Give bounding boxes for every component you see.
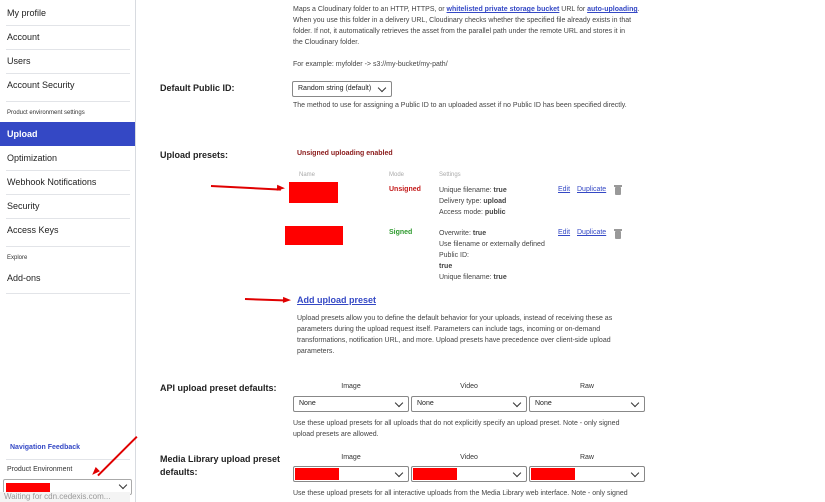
api-defaults-help: Use these upload presets for all uploads that do not explicitly specify an upload preset. Note - only signed upload presets are allowed. [293, 420, 620, 438]
preset-settings: Overwrite: true Use filename or externally defined Public ID: true Unique filename: true [439, 230, 545, 281]
col-header-raw: Raw [579, 454, 594, 461]
preset-mode-signed: Signed [389, 229, 413, 236]
whitelisted-bucket-link[interactable]: whitelisted private storage bucket [446, 6, 560, 13]
upload-presets-description: Upload presets allow you to define the default behavior for your uploads, instead of receiving these as parameters during the upload request itself. Parameters can include tags, incoming or on-demand transformations, notification URL, and more. Upload presets have precedence over client-side upload parameters. [297, 315, 613, 355]
divider [6, 293, 130, 294]
navigation-feedback-link[interactable]: Navigation Feedback [10, 444, 81, 451]
preset-name-redacted [285, 226, 343, 245]
col-header-video: Video [460, 383, 478, 390]
col-header-image: Image [341, 454, 361, 461]
chevron-down-icon [395, 399, 403, 407]
auto-upload-description: Maps a Cloudinary folder to an HTTP, HTTPS, or whitelisted private storage bucket URL for auto-uploading. When you use this folder in a delivery URL, Cloudinary checks whether the specified file already exists in that folder. If not, it automatically retrieves the asset from the parallel path under the remote URL and stores it in the Cloudinary folder. [293, 6, 640, 46]
redacted-block [295, 468, 339, 480]
divider [6, 246, 130, 247]
product-environment-label: Product Environment [7, 466, 73, 473]
divider [6, 101, 130, 102]
ml-image-preset-select[interactable] [293, 466, 409, 482]
sidebar-item-account[interactable]: Account [7, 32, 40, 42]
chevron-down-icon [513, 399, 521, 407]
chevron-down-icon [631, 469, 639, 477]
preset-edit-link[interactable]: Edit [558, 186, 571, 193]
sidebar-item-users[interactable]: Users [7, 56, 31, 66]
trash-icon[interactable] [615, 231, 621, 239]
api-raw-preset-select[interactable]: None [529, 396, 645, 412]
sidebar-item-optimization[interactable]: Optimization [7, 153, 58, 163]
preset-duplicate-link[interactable]: Duplicate [577, 229, 607, 236]
chevron-down-icon [513, 469, 521, 477]
chevron-down-icon [119, 481, 127, 489]
api-video-preset-select[interactable]: None [411, 396, 527, 412]
sidebar-item-upload[interactable]: Upload [0, 122, 135, 146]
col-header-video: Video [460, 454, 478, 461]
chevron-down-icon [378, 84, 386, 92]
chevron-down-icon [395, 469, 403, 477]
main-content [137, 0, 825, 502]
trash-icon[interactable] [615, 187, 621, 195]
preset-mode-unsigned: Unsigned [389, 186, 421, 193]
redacted-block [531, 468, 575, 480]
preset-settings: Unique filename: true Delivery type: upload Access mode: public [439, 187, 507, 216]
default-public-id-select[interactable]: Random string (default) [292, 81, 392, 97]
unsigned-uploading-status: Unsigned uploading enabled [297, 150, 393, 157]
col-header-image: Image [341, 383, 361, 390]
annotation-arrow-head [283, 297, 291, 303]
annotation-arrow-head [277, 185, 285, 191]
sidebar-item-access-keys[interactable]: Access Keys [7, 225, 59, 235]
api-upload-defaults-label: API upload preset defaults: [160, 383, 277, 393]
ml-defaults-help: Use these upload presets for all interactive uploads from the Media Library web interface. Note - only signed [293, 490, 628, 497]
preset-name-redacted [289, 182, 338, 203]
auto-uploading-link[interactable]: auto-uploading [587, 6, 638, 13]
sidebar [0, 0, 136, 502]
col-header-settings: Settings [439, 172, 461, 178]
add-upload-preset-link[interactable]: Add upload preset [297, 295, 377, 305]
redacted-block [413, 468, 457, 480]
sidebar-item-my-profile[interactable]: My profile [7, 8, 47, 18]
sidebar-item-webhook-notifications[interactable]: Webhook Notifications [7, 177, 97, 187]
sidebar-header-product-env: Product environment settings [7, 110, 85, 116]
col-header-mode: Mode [389, 172, 405, 178]
preset-edit-link[interactable]: Edit [558, 229, 571, 236]
col-header-name: Name [299, 172, 316, 178]
sidebar-item-add-ons[interactable]: Add-ons [7, 273, 41, 283]
default-public-id-help: The method to use for assigning a Public ID to an uploaded asset if no Public ID has been specified directly. [293, 102, 627, 109]
sidebar-item-account-security[interactable]: Account Security [7, 80, 75, 90]
ml-raw-preset-select[interactable] [529, 466, 645, 482]
upload-presets-label: Upload presets: [160, 150, 229, 160]
auto-upload-example: For example: myfolder -> s3://my-bucket/my-path/ [293, 61, 448, 68]
annotation-arrow [211, 185, 281, 190]
default-public-id-label: Default Public ID: [160, 83, 235, 93]
col-header-raw: Raw [579, 383, 594, 390]
status-bar: Waiting for cdn.cedexis.com... [0, 492, 130, 502]
sidebar-item-security[interactable]: Security [7, 201, 40, 211]
annotation-arrow [245, 298, 287, 301]
api-image-preset-select[interactable]: None [293, 396, 409, 412]
media-library-defaults-label: Media Library upload preset defaults: [160, 454, 281, 477]
sidebar-header-explore: Explore [7, 255, 28, 261]
ml-video-preset-select[interactable] [411, 466, 527, 482]
preset-duplicate-link[interactable]: Duplicate [577, 186, 607, 193]
chevron-down-icon [631, 399, 639, 407]
